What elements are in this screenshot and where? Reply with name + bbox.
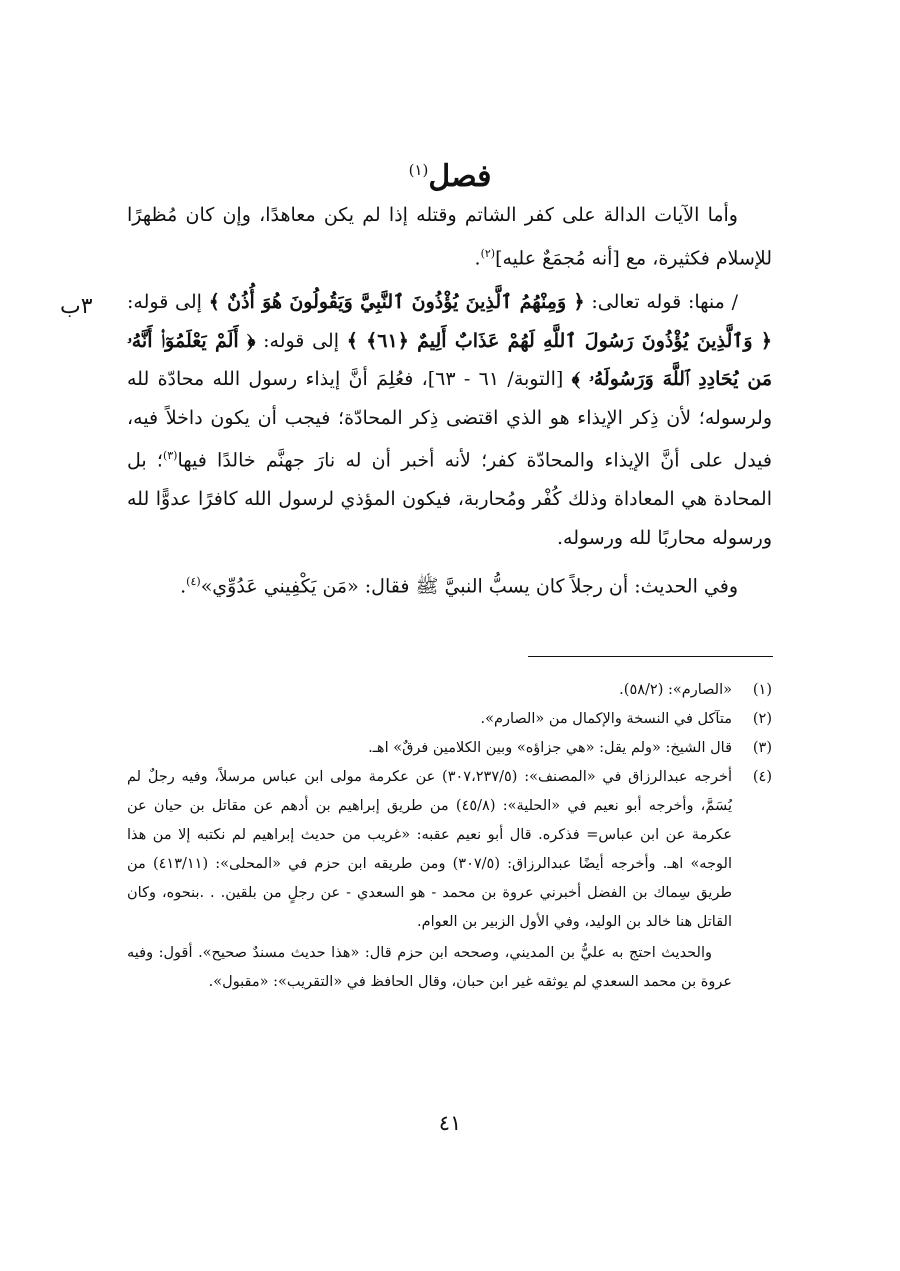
footnotes [127, 676, 772, 997]
footnote-4-continuation: والحديث احتج به عليُّ بن المديني، وصححه ابن حزم قال: «هذا حديث مسندٌ صحيح». أقول: وفيه عروة بن محمد السعدي لم يوثقه غير ابن حبان، وقال الحافظ في «التقريب»: «مقبول». [127, 945, 732, 990]
paragraph-2-part-2: إلى قوله: [127, 291, 209, 314]
paragraph-3 [127, 563, 772, 606]
heading-title: فصل [428, 159, 492, 194]
footnote-text: قال الشيخ: «ولم يقل: «هي جزاؤه» وبين الكلامين فرقٌ» اهـ. [368, 740, 732, 756]
footnote-3 [127, 734, 772, 763]
footnote-4 [127, 763, 772, 937]
section-heading [0, 150, 900, 197]
footnote-1 [127, 676, 772, 705]
paragraph-3-text: وفي الحديث: أن رجلاً كان يسبُّ النبيَّ ﷺ فقال: «مَن يَكْفِيني عَدُوِّي» [200, 575, 738, 598]
heading-note-ref: (١) [408, 161, 429, 179]
paragraph-1 [127, 196, 772, 277]
footnote-separator [528, 656, 773, 657]
quran-verse-2: ﴿ وَٱلَّذِينَ يُؤْذُونَ رَسُولَ ٱللَّهِ لَهُمْ عَذَابٌ أَلِيمٌ ﴿٦١﴾ ﴾ [346, 329, 772, 352]
page-number: ٤١ [438, 1111, 462, 1135]
paragraph-2-part-4: [التوبة/ ٦١ - ٦٣]، فعُلِمَ أنَّ إيذاء رسول الله محادّة لله ولرسوله؛ لأن ذِكر الإيذاء هو الذي اقتضى ذِكر المحادّة؛ فيجب أن يكون داخلاً فيه، فيدل على أنَّ الإيذاء والمحادّة كفر؛ لأنه أخبر أن له نارَ جهنَّم خالدًا فيها [127, 368, 772, 472]
paragraph-2-part-1: / منها: قوله تعالى: [584, 291, 738, 314]
paragraph-2-part-3: إلى قوله: [255, 329, 347, 352]
paragraph-2-part-5: ؛ بل المحادة هي المعاداة وذلك كُفْر ومُحاربة، فيكون المؤذي لرسول الله كافرًا عدوًّا لله ورسوله محاربًا لله ورسوله. [127, 449, 772, 549]
note-ref-4: (٤) [186, 575, 201, 589]
footnote-number: (٢) [752, 711, 772, 727]
paragraph-1-text: وأما الآيات الدالة على كفر الشاتم وقتله إذا لم يكن معاهدًا، وإن كان مُظهرًا للإسلام فكثيرة، مع [أنه مُجمَعٌ عليه] [127, 204, 772, 269]
main-text [127, 196, 772, 606]
note-ref-2: (٢) [480, 246, 496, 260]
footnote-text: متآكل في النسخة والإكمال من «الصارم». [480, 711, 732, 727]
footnote-number: (١) [752, 682, 772, 698]
footnote-2 [127, 705, 772, 734]
footnote-number: (٣) [752, 740, 772, 756]
paragraph-1-end: . [474, 246, 481, 269]
quran-verse-1: ﴿ وَمِنْهُمُ ٱلَّذِينَ يُؤْذُونَ ٱلنَّبِيَّ وَيَقُولُونَ هُوَ أُذُنٌ ﴾ [208, 291, 585, 314]
paragraph-2 [127, 283, 772, 557]
note-ref-3: (٣) [162, 449, 178, 463]
quran-verse-3: ﴿ أَلَمْ يَعْلَمُوٓا۟ أَنَّهُۥ مَن يُحَادِدِ ٱللَّهَ وَرَسُولَهُۥ ﴾ [127, 329, 773, 391]
manuscript-folio-marker: ٣ب [60, 294, 93, 319]
paragraph-3-end: . [180, 575, 187, 598]
footnote-text: أخرجه عبدالرزاق في «المصنف»: (٣٠٧،٢٣٧/٥) عن عكرمة مولى ابن عباس مرسلاً، وفيه رجلٌ لم يُسَمَّ، وأخرجه أبو نعيم في «الحلية»: (٤٥/٨) من طريق إبراهيم بن أدهم عن مقاتل بن حيان عن عكرمة عن ابن عباس= فذكره. قال أبو نعيم عقبه: «غريب من حديث إبراهيم لم نكتبه إلا من هذا الوجه» اهـ. وأخرجه أيضًا عبدالرزاق: (٣٠٧/٥) ومن طريقه ابن حزم في «المحلى»: (٤١٣/١١) من طريق سِماك بن الفضل أخبرني عروة بن محمد - هو السعدي - عن رجلٍ من بلقين. . .بنحوه، وكان القاتل هنا خالد بن الوليد، وفي الأول الزبير بن العوام. [127, 769, 733, 930]
footnote-number: (٤) [752, 769, 772, 785]
footnote-text: «الصارم»: (٥٨/٢). [619, 682, 732, 698]
